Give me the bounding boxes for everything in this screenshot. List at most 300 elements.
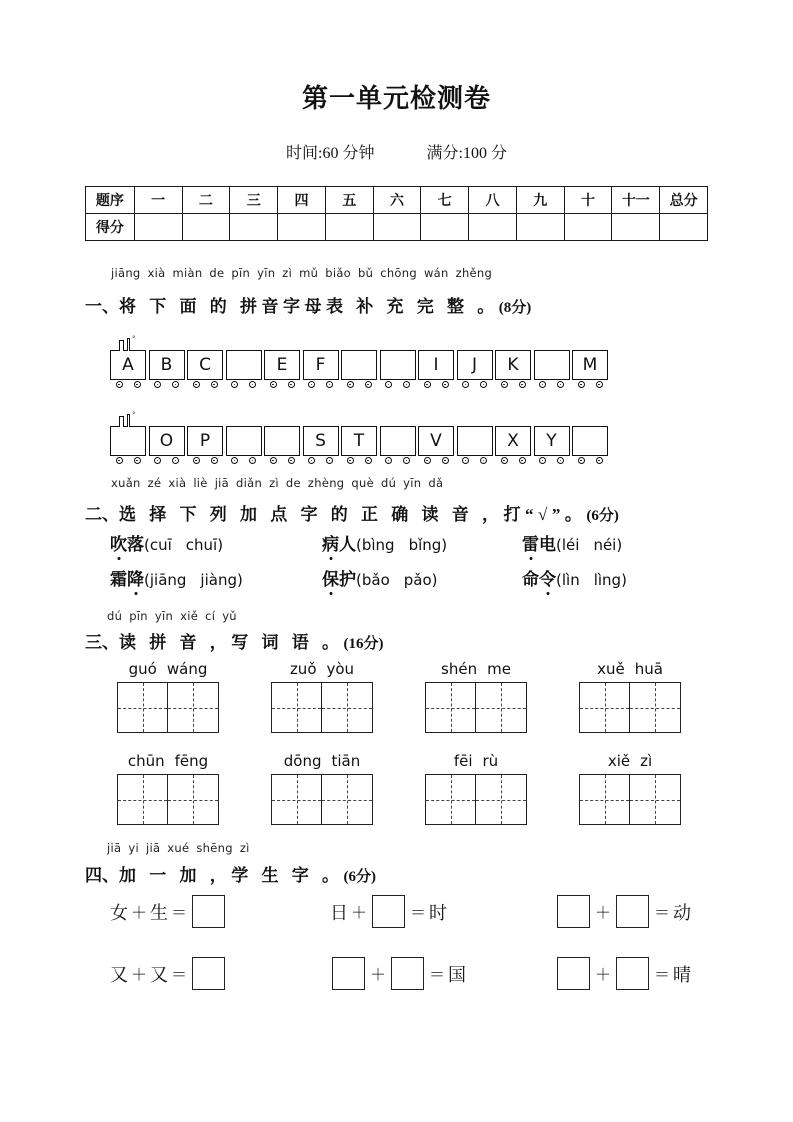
tianzige-boxes <box>117 774 219 825</box>
section-points: (16分) <box>343 636 384 652</box>
pinyin-syllable: biǎo <box>325 266 352 280</box>
pinyin-option[interactable]: néi <box>593 536 617 554</box>
pinyin-syllable: dǎ <box>428 476 444 490</box>
pinyin-option[interactable]: bǐng <box>408 536 442 554</box>
wheel-icon <box>249 381 256 388</box>
character: 人 <box>339 535 356 554</box>
pinyin-options <box>356 571 438 589</box>
tianzige-cell[interactable] <box>630 774 681 825</box>
equation-right-character: 又 <box>150 964 169 985</box>
train-wheels <box>303 381 339 388</box>
train-wheels <box>264 457 300 464</box>
section-number: 二、 <box>85 505 119 524</box>
equals-sign: ＝ <box>429 967 446 984</box>
wheel-icon <box>442 457 449 464</box>
chimney-pipe-icon <box>127 338 130 351</box>
equation-left-character: 日 <box>330 902 348 923</box>
score-input-cell[interactable] <box>230 214 278 241</box>
pinyin-option[interactable]: pǎo <box>403 571 432 589</box>
full-marks: 满分:100 分 <box>426 145 507 162</box>
tianzige-boxes <box>271 682 373 733</box>
equation-left-blank[interactable] <box>557 895 590 928</box>
tianzige-boxes <box>579 774 681 825</box>
score-table-column-header: 十一 <box>612 187 660 214</box>
dotted-character: 保 <box>322 565 339 590</box>
word-pinyin-label <box>425 752 527 770</box>
pinyin-options <box>144 536 223 554</box>
pinyin-syllable: xià <box>147 266 166 280</box>
word-pinyin-label <box>579 752 681 770</box>
paren-close: ) <box>616 536 623 554</box>
write-word-group <box>425 660 527 733</box>
section-2-heading <box>85 500 725 525</box>
train-wheels <box>303 457 339 464</box>
equation-left-character: 女 <box>110 902 128 923</box>
pinyin-syllable: chōng <box>380 266 417 280</box>
wheel-icon <box>480 457 487 464</box>
pinyin-syllable: xuě <box>597 660 625 678</box>
equals-sign: ＝ <box>171 967 188 984</box>
section-title-text: 读 拼 音 ，写 词 语 。 <box>119 633 344 652</box>
train-car-filled: K <box>495 350 531 380</box>
equals-sign: ＝ <box>410 905 427 922</box>
section-4-heading <box>85 861 725 886</box>
wheel-icon <box>172 381 179 388</box>
train-wheels <box>149 381 185 388</box>
pinyin-options <box>356 536 447 554</box>
pinyin-syllable: liè <box>193 476 208 490</box>
wheel-icon <box>270 381 277 388</box>
train-car-blank[interactable] <box>226 426 262 456</box>
train-car-blank[interactable] <box>226 350 262 380</box>
pinyin-syllable: xiě <box>607 752 631 770</box>
pinyin-syllable: mǔ <box>299 266 319 280</box>
train-car-filled: E <box>264 350 300 380</box>
wheel-icon <box>365 457 372 464</box>
pinyin-syllable: bǔ <box>358 266 374 280</box>
pinyin-syllable: diǎn <box>236 476 263 490</box>
train-car-filled: F <box>303 350 339 380</box>
score-table-column-header: 四 <box>278 187 326 214</box>
train-car-blank[interactable] <box>341 350 377 380</box>
train-car-blank[interactable] <box>534 350 570 380</box>
train-car-blank[interactable] <box>380 350 416 380</box>
train-wheels <box>457 381 493 388</box>
score-table-column-header: 五 <box>325 187 373 214</box>
equation-result-character: 动 <box>673 902 692 923</box>
section-4-pinyin-annotation <box>85 841 725 855</box>
chimney-pipe-icon <box>127 414 130 427</box>
score-table-header-row <box>86 187 708 214</box>
wheel-icon <box>326 457 333 464</box>
word-hanzi <box>110 570 144 589</box>
character-equation <box>110 895 227 928</box>
wheel-icon <box>557 381 564 388</box>
pinyin-options <box>144 571 243 589</box>
score-table-column-header: 三 <box>230 187 278 214</box>
wheel-icon <box>172 457 179 464</box>
tianzige-cell[interactable] <box>117 774 168 825</box>
train-car-filled: P <box>187 426 223 456</box>
pinyin-syllable: zì <box>269 476 279 490</box>
tianzige-cell[interactable] <box>425 774 476 825</box>
word-pinyin-label <box>117 660 219 678</box>
train-wheels <box>572 381 608 388</box>
pinyin-syllable: huā <box>634 660 663 678</box>
pinyin-syllable: zì <box>239 841 250 855</box>
score-table-column-header: 总分 <box>660 187 708 214</box>
tianzige-boxes <box>425 774 527 825</box>
pinyin-syllable: jiā <box>145 841 161 855</box>
tianzige-cell[interactable] <box>271 774 322 825</box>
equation-right-blank[interactable] <box>391 957 424 990</box>
wheel-icon <box>154 457 161 464</box>
pinyin-syllable: xué <box>167 841 190 855</box>
section-points: (6分) <box>586 508 619 524</box>
score-input-cell[interactable] <box>325 214 373 241</box>
paren-open: ( <box>556 536 562 554</box>
wheel-icon <box>403 381 410 388</box>
train-wheels <box>534 457 570 464</box>
train-car-filled: V <box>418 426 454 456</box>
pinyin-syllable: chūn <box>127 752 165 770</box>
wheel-icon <box>501 457 508 464</box>
pinyin-syllable: me <box>487 660 511 678</box>
train-wheels <box>495 457 531 464</box>
pinyin-option[interactable]: léi <box>561 536 580 554</box>
wheel-icon <box>270 457 277 464</box>
wheel-icon <box>519 457 526 464</box>
dotted-character: 雷 <box>522 530 539 555</box>
score-table <box>85 186 708 241</box>
word-pinyin-label <box>117 752 219 770</box>
score-table-column-header: 十 <box>564 187 612 214</box>
pinyin-syllable: yīn <box>257 266 276 280</box>
chimney-icon <box>119 340 124 351</box>
character: 霜 <box>110 570 127 589</box>
wheel-icon <box>116 457 123 464</box>
tianzige-cell[interactable] <box>630 682 681 733</box>
train-car-blank[interactable] <box>380 426 416 456</box>
train-wheels <box>534 381 570 388</box>
write-word-group <box>579 660 681 733</box>
wheel-icon <box>134 381 141 388</box>
paren-open: ( <box>356 536 362 554</box>
word-hanzi <box>522 535 556 554</box>
train-wheels <box>380 457 416 464</box>
train-car-filled: B <box>149 350 185 380</box>
train-wheels <box>110 457 146 464</box>
train-car-filled: X <box>495 426 531 456</box>
wheel-icon <box>249 457 256 464</box>
write-word-group <box>425 752 527 825</box>
tianzige-cell[interactable] <box>579 682 630 733</box>
pinyin-syllable: de <box>209 266 225 280</box>
write-word-group <box>117 660 219 733</box>
train-wheels <box>264 381 300 388</box>
equation-right-character: 生 <box>150 902 169 923</box>
wheel-icon <box>596 457 603 464</box>
character: 命 <box>522 570 539 589</box>
pinyin-option[interactable]: bìng <box>361 536 395 554</box>
tianzige-cell[interactable] <box>322 682 373 733</box>
character-equation <box>555 957 691 990</box>
train-wheels <box>380 381 416 388</box>
section-number: 一、 <box>85 297 119 316</box>
wheel-icon <box>462 457 469 464</box>
pinyin-syllable: shēng <box>196 841 233 855</box>
pinyin-syllable: wáng <box>166 660 208 678</box>
pinyin-syllable: jiāng <box>111 266 141 280</box>
pinyin-syllable: jiā <box>214 476 230 490</box>
equation-right-blank[interactable] <box>372 895 405 928</box>
section-title-text: 将 下 面 的 拼音字母表 补 充 完 整 。 <box>119 297 499 316</box>
pinyin-syllable: zé <box>147 476 162 490</box>
write-word-group <box>271 752 373 825</box>
word-pinyin-label <box>425 660 527 678</box>
wheel-icon <box>308 457 315 464</box>
pinyin-syllable: zhěng <box>455 266 493 280</box>
train-car-filled: M <box>572 350 608 380</box>
pinyin-options <box>556 536 622 554</box>
wheel-icon <box>288 457 295 464</box>
word-pinyin-label <box>271 660 373 678</box>
paren-close: ) <box>217 536 224 554</box>
score-table-column-header: 七 <box>421 187 469 214</box>
dotted-character: 病 <box>322 530 339 555</box>
pinyin-syllable: yīn <box>154 609 174 623</box>
pinyin-syllable: xià <box>168 476 187 490</box>
pinyin-syllable: de <box>285 476 301 490</box>
tianzige-cell[interactable] <box>322 774 373 825</box>
pinyin-option[interactable]: bǎo <box>361 571 390 589</box>
tianzige-cell[interactable] <box>168 682 219 733</box>
pinyin-syllable: yǔ <box>222 609 237 623</box>
pinyin-syllable: yīn <box>403 476 422 490</box>
tianzige-cell[interactable] <box>168 774 219 825</box>
wheel-icon <box>519 381 526 388</box>
pinyin-syllable: zì <box>282 266 293 280</box>
train-wheels <box>187 381 223 388</box>
character-equation <box>330 895 447 928</box>
tianzige-cell[interactable] <box>579 774 630 825</box>
dotted-character: 令 <box>539 565 556 590</box>
word-hanzi <box>522 570 556 589</box>
paren-open: ( <box>556 571 562 589</box>
train-car-blank[interactable] <box>110 426 146 456</box>
pinyin-syllable: yi <box>128 841 139 855</box>
train-wheels <box>226 381 262 388</box>
wheel-icon <box>462 381 469 388</box>
pinyin-syllable: rù <box>482 752 499 770</box>
equation-result-blank[interactable] <box>192 895 225 928</box>
score-table-row-label: 得分 <box>86 214 135 241</box>
equation-result-blank[interactable] <box>192 957 225 990</box>
tianzige-cell[interactable] <box>476 682 527 733</box>
equation-result-character: 晴 <box>673 964 692 985</box>
wheel-icon <box>154 381 161 388</box>
tianzige-boxes <box>425 682 527 733</box>
wheel-icon <box>539 381 546 388</box>
character: 落 <box>127 535 144 554</box>
pinyin-option[interactable]: lìng <box>593 571 622 589</box>
word-hanzi <box>322 570 356 589</box>
score-table-column-header: 一 <box>134 187 182 214</box>
score-input-cell[interactable] <box>660 214 708 241</box>
wheel-icon <box>326 381 333 388</box>
tianzige-boxes <box>271 774 373 825</box>
train-wheels <box>226 457 262 464</box>
score-table-column-header: 八 <box>469 187 517 214</box>
tianzige-cell[interactable] <box>271 682 322 733</box>
train-car-blank[interactable] <box>572 426 608 456</box>
paren-close: ) <box>441 536 448 554</box>
train-wheels <box>572 457 608 464</box>
paren-open: ( <box>144 536 150 554</box>
train-wheels <box>110 381 146 388</box>
dotted-character: 吹 <box>110 530 127 555</box>
train-car-filled: T <box>341 426 377 456</box>
wheel-icon <box>442 381 449 388</box>
score-table-row-label: 题序 <box>86 187 135 214</box>
score-table-score-row <box>86 214 708 241</box>
pinyin-syllable: pīn <box>129 609 148 623</box>
pinyin-syllable: guó <box>128 660 157 678</box>
score-input-cell[interactable] <box>373 214 421 241</box>
pinyin-syllable: dú <box>107 609 123 623</box>
train-wheels <box>187 457 223 464</box>
pinyin-syllable: què <box>351 476 374 490</box>
pinyin-syllable: zuǒ <box>289 660 317 678</box>
wheel-icon <box>424 457 431 464</box>
wheel-icon <box>403 457 410 464</box>
wheel-icon <box>231 457 238 464</box>
score-input-cell[interactable] <box>564 214 612 241</box>
page-title: 第一单元检测卷 <box>301 84 491 113</box>
train-car-filled: C <box>187 350 223 380</box>
wheel-icon <box>347 457 354 464</box>
wheel-icon <box>557 457 564 464</box>
pronunciation-choice-item <box>522 565 627 590</box>
tianzige-cell[interactable] <box>425 682 476 733</box>
character-equation <box>555 895 691 928</box>
train-wheels <box>418 457 454 464</box>
wheel-icon <box>308 381 315 388</box>
wheel-icon <box>193 381 200 388</box>
train-car-filled: O <box>149 426 185 456</box>
section-title-text: 选 择 下 列 加 点 字 的 正 确 读 音 ，打“√”。 <box>119 505 587 524</box>
word-hanzi <box>322 535 356 554</box>
tianzige-cell[interactable] <box>117 682 168 733</box>
plus-sign: ＋ <box>131 905 148 922</box>
write-word-group <box>271 660 373 733</box>
train-car-filled: I <box>418 350 454 380</box>
paren-close: ) <box>236 571 243 589</box>
wheel-icon <box>288 381 295 388</box>
wheel-icon <box>501 381 508 388</box>
wheel-icon <box>231 381 238 388</box>
equation-right-blank[interactable] <box>616 895 649 928</box>
wheel-icon <box>365 381 372 388</box>
pronunciation-choice-item <box>110 565 243 590</box>
smoke-icon: ° <box>132 335 136 343</box>
plus-sign: ＋ <box>131 967 148 984</box>
equation-left-blank[interactable] <box>557 957 590 990</box>
score-input-cell[interactable] <box>516 214 564 241</box>
pinyin-syllable: xuǎn <box>111 476 141 490</box>
train-car-blank[interactable] <box>457 426 493 456</box>
tianzige-boxes <box>117 682 219 733</box>
pronunciation-choice-item <box>522 530 622 555</box>
pinyin-syllable: jiā <box>107 841 122 855</box>
equation-result-character: 时 <box>429 902 448 923</box>
train-car-blank[interactable] <box>264 426 300 456</box>
pinyin-syllable: shén <box>441 660 478 678</box>
equals-sign: ＝ <box>654 905 671 922</box>
score-input-cell[interactable] <box>278 214 326 241</box>
pinyin-option[interactable]: jiāng <box>149 571 187 589</box>
character-equation <box>330 957 466 990</box>
pinyin-syllable: fēng <box>174 752 209 770</box>
pinyin-option[interactable]: cuī <box>149 536 172 554</box>
pinyin-option[interactable]: jiàng <box>200 571 237 589</box>
wheel-icon <box>385 381 392 388</box>
score-input-cell[interactable] <box>469 214 517 241</box>
section-number: 四、 <box>85 866 119 885</box>
tianzige-cell[interactable] <box>476 774 527 825</box>
equals-sign: ＝ <box>654 967 671 984</box>
section-points: (6分) <box>343 869 376 885</box>
pinyin-option[interactable]: lìn <box>561 571 580 589</box>
plus-sign: ＋ <box>351 905 368 922</box>
wheel-icon <box>385 457 392 464</box>
dotted-character: 降 <box>127 565 144 590</box>
wheel-icon <box>134 457 141 464</box>
train-wheels <box>341 381 377 388</box>
equals-sign: ＝ <box>171 905 188 922</box>
score-table-column-header: 六 <box>373 187 421 214</box>
character-equation <box>110 957 227 990</box>
score-input-cell[interactable] <box>612 214 660 241</box>
wheel-icon <box>424 381 431 388</box>
pinyin-syllable: xiě <box>180 609 199 623</box>
paren-open: ( <box>144 571 150 589</box>
pinyin-option[interactable]: chuī <box>185 536 218 554</box>
pinyin-syllable: yòu <box>326 660 355 678</box>
word-pinyin-label <box>579 660 681 678</box>
score-input-cell[interactable] <box>134 214 182 241</box>
character: 护 <box>339 570 356 589</box>
paren-open: ( <box>356 571 362 589</box>
wheel-icon <box>211 457 218 464</box>
equation-left-blank[interactable] <box>332 957 365 990</box>
plus-sign: ＋ <box>595 905 612 922</box>
train-wheels <box>457 457 493 464</box>
pinyin-syllable: zhèng <box>307 476 345 490</box>
train-car-filled: S <box>303 426 339 456</box>
score-table-column-header: 二 <box>182 187 230 214</box>
pinyin-syllable: fēi <box>453 752 473 770</box>
train-wheels <box>341 457 377 464</box>
train-wheels <box>495 381 531 388</box>
score-input-cell[interactable] <box>182 214 230 241</box>
equation-left-character: 又 <box>110 964 128 985</box>
score-input-cell[interactable] <box>421 214 469 241</box>
equation-right-blank[interactable] <box>616 957 649 990</box>
tianzige-boxes <box>579 682 681 733</box>
pronunciation-choice-item <box>110 530 223 555</box>
wheel-icon <box>578 381 585 388</box>
